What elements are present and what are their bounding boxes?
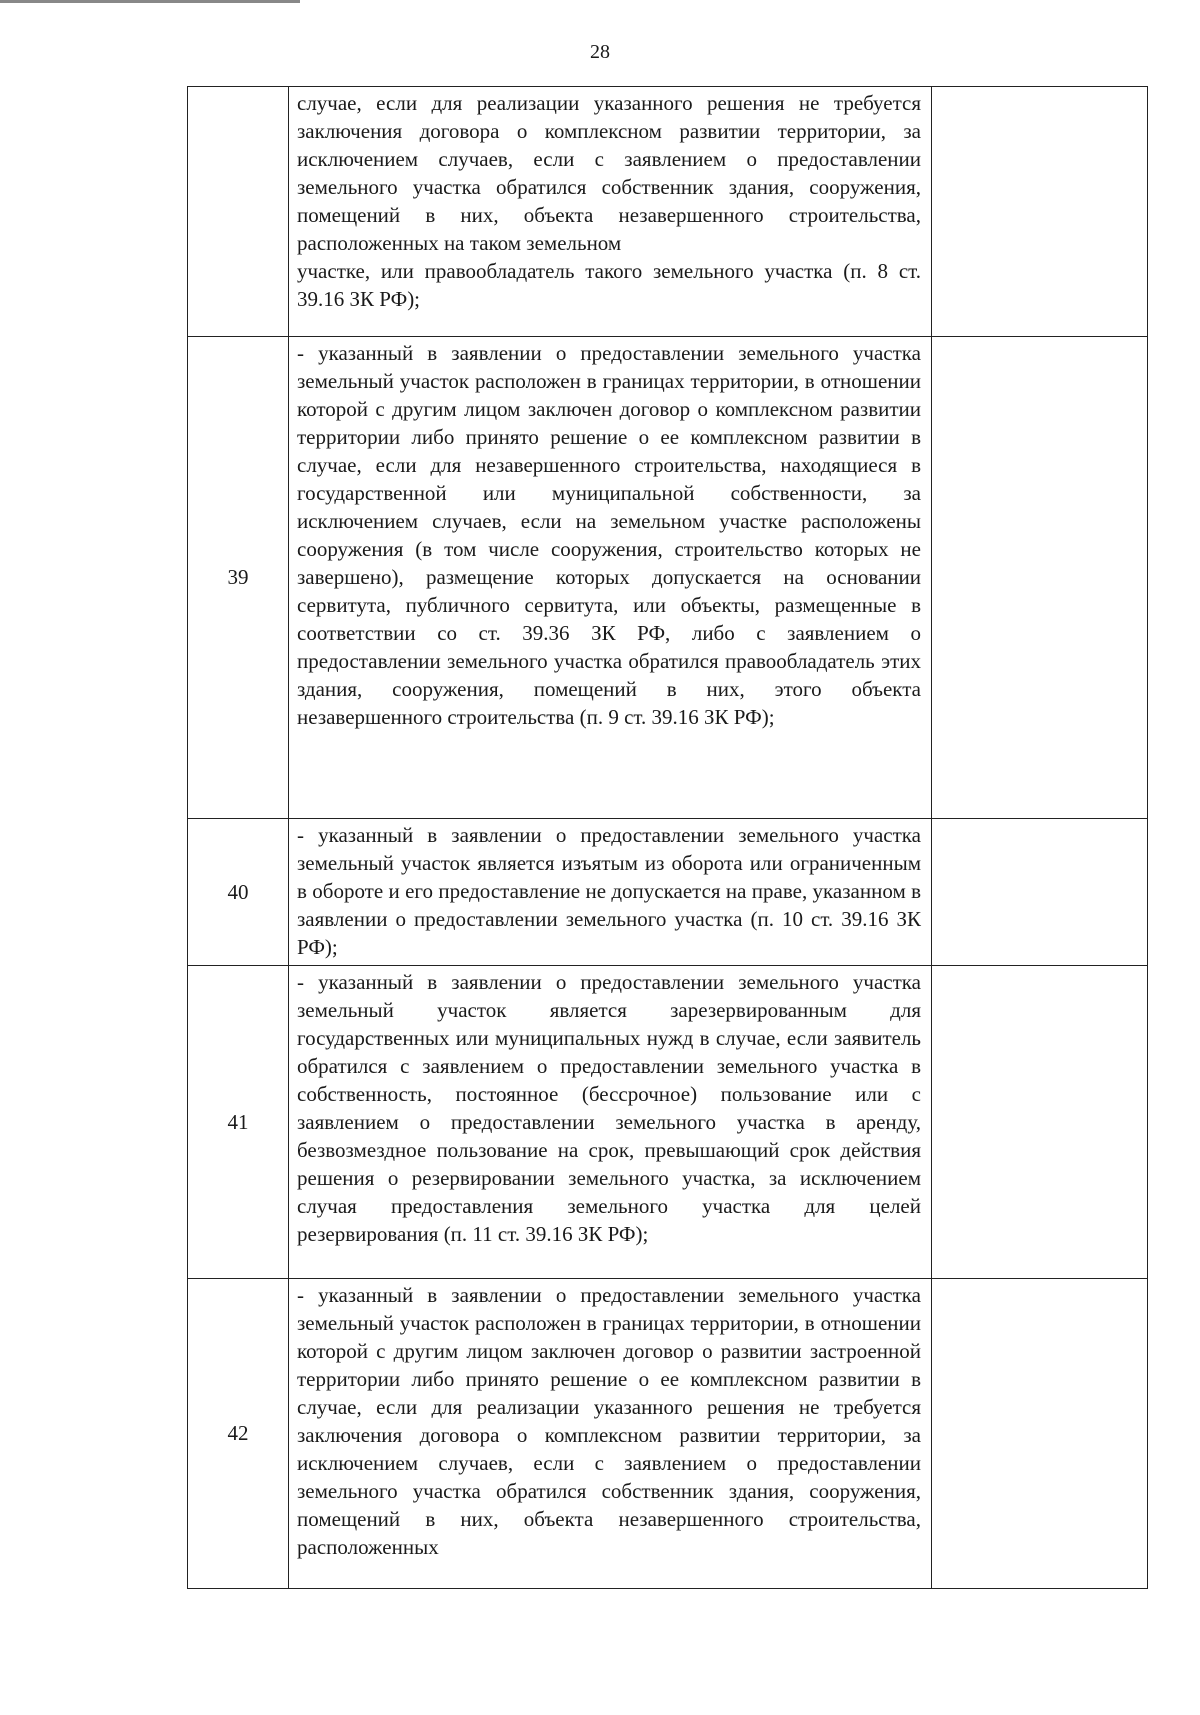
row-number-cell [188, 87, 289, 337]
row-text-cell [289, 87, 932, 337]
row-text-paragraph: - указанный в заявлении о предоставлении земельного участка земельный участок расположен в границах территории, в отношении которой с другим лицом заключен договор о развитии застроенной территории либо принято решение о ее комплексном развитии в случае, если для реализации указанного решения не требуется заключения договора о комплексном развитии территории, за исключением случаев, если с заявлением о предоставлении земельного участка обратился собственник здания, сооружения, помещений в них, объекта незавершенного строительства, расположенных [297, 1283, 921, 1559]
row-empty-cell [932, 337, 1148, 819]
requirements-table [187, 86, 1148, 1589]
row-text-paragraph: участке, или правообладатель такого земельного участка (п. 8 ст. 39.16 ЗК РФ); [297, 259, 921, 311]
scan-edge-mark [0, 0, 300, 3]
table-row [188, 966, 1148, 1279]
table-row [188, 87, 1148, 337]
row-empty-cell [932, 1279, 1148, 1589]
page-number: 28 [590, 41, 610, 63]
row-text-cell [289, 819, 932, 966]
row-empty-cell [932, 819, 1148, 966]
row-text-cell [289, 337, 932, 819]
table-row [188, 1279, 1148, 1589]
row-number-cell: 39 [188, 337, 289, 819]
row-text-cell [289, 1279, 932, 1589]
row-number-cell: 42 [188, 1279, 289, 1589]
row-text-paragraph: - указанный в заявлении о предоставлении земельного участка земельный участок расположен в границах территории, в отношении которой с другим лицом заключен договор о комплексном развитии территории либо принято решение о ее комплексном развитии в случае, если для незавершенного строительства, находящиеся в государственной или муниципальной собственности, за исключением случаев, если на земельном участке расположены сооружения (в том числе сооружения, строительство которых не завершено), размещение которых допускается на основании сервитута, публичного сервитута, или объекты, размещенные в соответствии со ст. 39.36 ЗК РФ, либо с заявлением о предоставлении земельного участка обратился правообладатель этих здания, сооружения, помещений в них, этого объекта незавершенного строительства (п. 9 ст. 39.16 ЗК РФ); [297, 341, 921, 729]
row-text-paragraph: случае, если для реализации указанного решения не требуется заключения договора о комплексном развитии территории, за исключением случаев, если с заявлением о предоставлении земельного участка обратился собственник здания, сооружения, помещений в них, объекта незавершенного строительства, расположенных на таком земельном [297, 91, 921, 255]
row-number-cell: 40 [188, 819, 289, 966]
row-empty-cell [932, 966, 1148, 1279]
row-text-cell [289, 966, 932, 1279]
table-row [188, 337, 1148, 819]
row-number-cell: 41 [188, 966, 289, 1279]
row-text-paragraph: - указанный в заявлении о предоставлении земельного участка земельный участок является зарезервированным для государственных или муниципальных нужд в случае, если заявитель обратился с заявлением о предоставлении земельного участка в собственность, постоянное (бессрочное) пользование или с заявлением о предоставлении земельного участка в аренду, безвозмездное пользование на срок, превышающий срок действия решения о резервировании земельного участка, за исключением случая предоставления земельного участка для целей резервирования (п. 11 ст. 39.16 ЗК РФ); [297, 970, 921, 1246]
row-text-paragraph: - указанный в заявлении о предоставлении земельного участка земельный участок является изъятым из оборота или ограниченным в обороте и его предоставление не допускается на праве, указанном в заявлении о предоставлении земельного участка (п. 10 ст. 39.16 ЗК РФ); [297, 823, 921, 959]
row-empty-cell [932, 87, 1148, 337]
table-row [188, 819, 1148, 966]
